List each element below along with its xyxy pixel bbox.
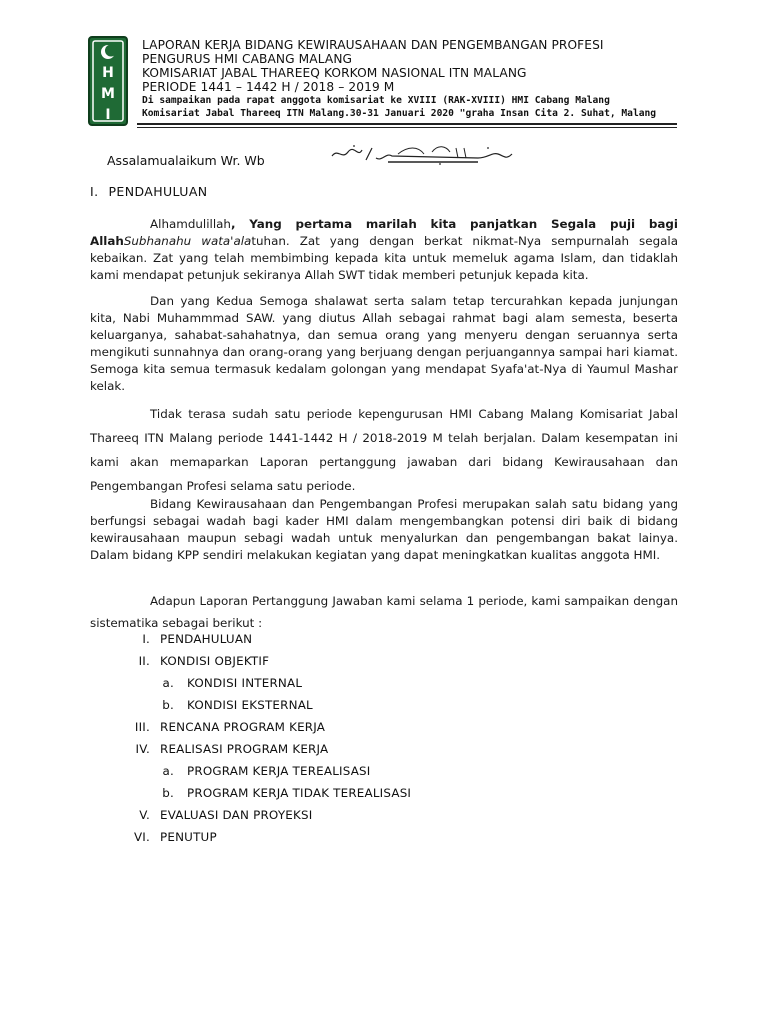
outline-item-number: III. [134, 720, 150, 734]
letterhead [88, 36, 688, 128]
meeting-note-line-1: Di sampaikan pada rapat anggota komisariat ke XVIII (RAK-XVIII) HMI Cabang Malang [142, 95, 610, 106]
outline-item [154, 698, 313, 712]
paragraph-3-text: Tidak terasa sudah satu periode kepengurusan HMI Cabang Malang Komisariat Jabal Thareeq ITN Malang periode 1441-1442 H / 2018-2019 M telah berjalan. Dalam kesempatan ini kami akan memaparkan Laporan pertanggung jawaban dari bidang Kewirausahaan dan Pengembangan Profesi selama satu periode. [90, 407, 678, 493]
paragraph-1 [90, 216, 678, 284]
paragraph-2-text: Dan yang Kedua Semoga shalawat serta salam tetap tercurahkan kepada junjungan kita, Nabi Muhammmad SAW. yang diutus Allah sebagai rahmat bagi alam semesta, beserta keluarganya, sahabat-sahahatnya, dan semua orang yang menyeru dengan seruannya serta mengikuti sunnahnya dan orang-orang yang berjuang dengan perjuangannya sampai hari kiamat. Semoga kita semua termasuk kedalam golongan yang mendapat Syafa'at-Nya di Yaumul Mashar kelak. [90, 294, 678, 393]
outline-item-label: RENCANA PROGRAM KERJA [160, 720, 326, 734]
logo-letter-m: M [101, 86, 115, 102]
logo-letter-h: H [102, 65, 114, 81]
outline-item-number: IV. [135, 742, 150, 756]
outline-item-label: PENUTUP [160, 830, 217, 844]
outline-item-number: a. [162, 676, 174, 690]
logo-letter-i: I [105, 107, 111, 123]
outline-item [90, 720, 325, 734]
outline-item-number: a. [162, 764, 174, 778]
outline-item [90, 830, 217, 844]
paragraph-4 [90, 496, 678, 564]
outline-item-number: V. [139, 808, 150, 822]
outline-item-label: PENDAHULUAN [160, 632, 253, 646]
report-title: LAPORAN KERJA BIDANG KEWIRAUSAHAAN DAN PENGEMBANGAN PROFESI [142, 38, 604, 52]
outline-item-label: EVALUASI DAN PROYEKSI [160, 808, 313, 822]
outline-item-label: KONDISI INTERNAL [187, 676, 303, 690]
header-rule-thin [137, 127, 677, 128]
outline-item-number: I. [142, 632, 150, 646]
outline-item-label: PROGRAM KERJA TIDAK TEREALISASI [187, 786, 412, 800]
outline-item [90, 632, 252, 646]
outline-item-number: VI. [133, 830, 150, 844]
section-heading [90, 184, 208, 199]
outline-item-number: b. [162, 698, 174, 712]
outline-item-label: KONDISI EKSTERNAL [187, 698, 313, 712]
paragraph-1-comma: , Yang pertama marilah kita panjatkan Segala puji bagi Allah [90, 217, 678, 248]
outline-item-number: II. [138, 654, 150, 668]
outline-item-label: REALISASI PROGRAM KERJA [160, 742, 329, 756]
outline-item [90, 742, 328, 756]
outline-item-label: KONDISI OBJEKTIF [160, 654, 270, 668]
outline-item [154, 764, 371, 778]
hmi-logo [88, 36, 128, 126]
paragraph-2 [90, 293, 678, 395]
commissariat-name: KOMISARIAT JABAL THAREEQ KORKOM NASIONAL ITN MALANG [142, 66, 527, 80]
paragraph-1-opening: Alhamdulillah [150, 217, 231, 231]
section-number: I. [90, 184, 99, 199]
period-line: PERIODE 1441 – 1442 H / 2018 – 2019 M [142, 80, 395, 94]
meeting-note-line-2: Komisariat Jabal Thareeq ITN Malang.30-31 Januari 2020 "graha Insan Cita 2. Suhat, Malang [142, 108, 657, 119]
paragraph-5 [90, 590, 678, 634]
outline-item [154, 786, 411, 800]
organization-name: PENGURUS HMI CABANG MALANG [142, 52, 353, 66]
outline-item-label: PROGRAM KERJA TEREALISASI [187, 764, 371, 778]
section-title: PENDAHULUAN [108, 184, 208, 199]
header-rule-thick [137, 123, 677, 125]
paragraph-1-rest: tuhan. Zat yang dengan berkat nikmat-Nya sempurnalah segala kebaikan. Zat yang telah membimbing kepada kita untuk memeluk agama Islam, dan tidaklah kami mendapat petunjuk sekiranya Allah SWT tidak memberi petunjuk kepada kita. [90, 234, 678, 282]
paragraph-5-text: Adapun Laporan Pertanggung Jawaban kami selama 1 periode, kami sampaikan dengan sistematika sebagai berikut : [90, 594, 678, 630]
paragraph-3 [90, 402, 678, 498]
greeting: Assalamualaikum Wr. Wb [107, 153, 265, 168]
outline-item [154, 676, 302, 690]
outline-item [90, 654, 269, 668]
basmala-calligraphy [328, 142, 518, 168]
letterhead-text [142, 38, 702, 120]
paragraph-1-italic: Subhanahu wata'ala [123, 234, 252, 248]
outline-item [90, 808, 312, 822]
outline-item-number: b. [162, 786, 174, 800]
paragraph-4-text: Bidang Kewirausahaan dan Pengembangan Profesi merupakan salah satu bidang yang berfungsi sebagai wadah bagi kader HMI dalam mengembangkan potensi diri baik di bidang kewirausahaan maupun sebagi wadah untuk menyalurkan dan pengembangan bakat lainya. Dalam bidang KPP sendiri melakukan kegiatan yang dapat meningkatkan kualitas anggota HMI. [90, 497, 678, 562]
